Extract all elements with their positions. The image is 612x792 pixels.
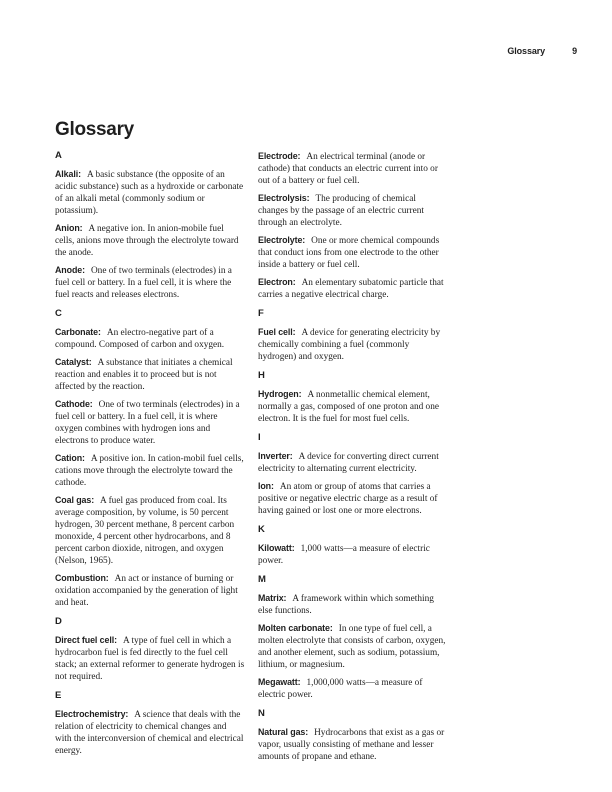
entry-definition: Hydrocarbons that exist as a gas or vapor, usually consisting of methane and lesser amounts of propane and ethane. xyxy=(258,728,445,762)
entry-definition: One or more chemical compounds that conduct ions from one electrode to the other inside a battery or fuel cell. xyxy=(258,236,440,270)
entry-term: Catalyst: xyxy=(55,357,92,367)
section-letter: K xyxy=(258,524,265,535)
entry-term: Anode: xyxy=(55,265,85,275)
entry-term: Hydrogen: xyxy=(258,389,302,399)
entry-term: Electron: xyxy=(258,277,296,287)
glossary-entry xyxy=(55,494,245,567)
entry-term: Carbonate: xyxy=(55,327,101,337)
section-letter: C xyxy=(55,308,62,319)
entry-term: Kilowatt: xyxy=(258,543,295,553)
entry-term: Alkali: xyxy=(55,169,81,179)
section-letter: H xyxy=(258,370,265,381)
entry-definition: A science that deals with the relation of electricity to chemical changes and with the interconversion of chemical and electrical energy. xyxy=(55,710,244,756)
glossary-section xyxy=(258,370,448,425)
glossary-entry xyxy=(258,622,448,671)
entry-definition: A type of fuel cell in which a hydrocarbon fuel is fed directly to the fuel cell stack; an external reformer to generate hydrogen is not required. xyxy=(55,636,245,682)
section-letter: A xyxy=(55,150,62,161)
glossary-column-right xyxy=(258,150,448,768)
entry-definition: A fuel gas produced from coal. Its average composition, by volume, is 50 percent hydrogen, 30 percent methane, 8 percent carbon monoxide, 4 percent other hydrocarbons, and 8 percent carbon dioxide, nitrogen, and oxygen (Nelson, 1965). xyxy=(55,496,235,566)
entry-definition: A positive ion. In cation-mobil fuel cells, cations move through the electrolyte toward the cathode. xyxy=(55,454,244,488)
entry-definition: An electro-negative part of a compound. Composed of carbon and oxygen. xyxy=(55,328,225,350)
glossary-section xyxy=(258,708,448,763)
page-title: Glossary xyxy=(55,118,134,140)
glossary-entry xyxy=(55,264,245,301)
entry-definition: A nonmetallic chemical element, normally a gas, composed of one proton and one electron. It is the fuel for most fuel cells. xyxy=(258,390,439,424)
glossary-section xyxy=(55,150,245,301)
glossary-section xyxy=(258,432,448,517)
entry-term: Inverter: xyxy=(258,451,293,461)
entry-definition: An atom or group of atoms that carries a positive or negative electric charge as a result of having gained or lost one or more electrons. xyxy=(258,482,438,516)
entry-definition: 1,000,000 watts—a measure of electric power. xyxy=(258,678,423,700)
section-letter: M xyxy=(258,574,266,585)
entry-term: Ion: xyxy=(258,481,274,491)
entry-term: Natural gas: xyxy=(258,727,309,737)
entry-definition: An act or instance of burning or oxidation accompanied by the generation of light and heat. xyxy=(55,574,238,608)
glossary-entry xyxy=(258,234,448,271)
glossary-entry xyxy=(258,676,448,701)
entry-term: Megawatt: xyxy=(258,677,301,687)
glossary-entry xyxy=(258,726,448,763)
glossary-entry xyxy=(55,452,245,489)
glossary-entry xyxy=(55,356,245,393)
entry-term: Cathode: xyxy=(55,399,93,409)
glossary-entry xyxy=(55,168,245,217)
glossary-entry xyxy=(258,150,448,187)
section-letter: I xyxy=(258,432,261,443)
entry-definition: The producing of chemical changes by the passage of an electric current through an electrolyte. xyxy=(258,194,424,228)
page-number: 9 xyxy=(572,46,577,56)
glossary-section xyxy=(55,308,245,609)
glossary-entry xyxy=(258,450,448,475)
glossary-entry xyxy=(258,276,448,301)
entry-definition: A substance that initiates a chemical reaction and enables it to proceed but is not affected by the reaction. xyxy=(55,358,233,392)
glossary-entry xyxy=(55,572,245,609)
glossary-entry xyxy=(258,542,448,567)
entry-term: Cation: xyxy=(55,453,85,463)
entry-term: Electrode: xyxy=(258,151,301,161)
entry-term: Combustion: xyxy=(55,573,109,583)
entry-definition: An electrical terminal (anode or cathode) that conducts an electric current into or out of a battery or fuel cell. xyxy=(258,152,438,186)
entry-definition: A device for converting direct current electricity to alternating current electricity. xyxy=(258,452,439,474)
glossary-entry xyxy=(258,388,448,425)
entry-term: Fuel cell: xyxy=(258,327,296,337)
glossary-entry xyxy=(55,634,245,683)
entry-term: Matrix: xyxy=(258,593,287,603)
section-letter: D xyxy=(55,616,62,627)
entry-definition: A basic substance (the opposite of an acidic substance) such as a hydroxide or carbonate of an alkali metal (commonly sodium or potassium). xyxy=(55,170,244,216)
glossary-section xyxy=(258,308,448,363)
glossary-columns xyxy=(55,150,448,768)
entry-definition: A negative ion. In anion-mobile fuel cells, anions move through the electrolyte toward the anode. xyxy=(55,224,239,258)
section-letter: N xyxy=(258,708,265,719)
entry-term: Anion: xyxy=(55,223,83,233)
entry-definition: In one type of fuel cell, a molten electrolyte that consists of carbon, oxygen, and another element, such as sodium, potassium, lithium, or magnesium. xyxy=(258,624,446,670)
entry-definition: One of two terminals (electrodes) in a fuel cell or battery. In a fuel cell, it is where oxygen combines with hydrogen ions and electrons to produce water. xyxy=(55,400,240,446)
glossary-entry xyxy=(55,708,245,757)
entry-term: Electrolyte: xyxy=(258,235,306,245)
entry-term: Coal gas: xyxy=(55,495,95,505)
glossary-entry xyxy=(55,222,245,259)
entry-definition: One of two terminals (electrodes) in a fuel cell or battery. In a fuel cell, it is where the fuel reacts and releases electrons. xyxy=(55,266,232,300)
entry-term: Direct fuel cell: xyxy=(55,635,117,645)
glossary-entry xyxy=(258,592,448,617)
glossary-section xyxy=(258,574,448,701)
entry-term: Electrochemistry: xyxy=(55,709,129,719)
glossary-entry xyxy=(258,326,448,363)
section-letter: F xyxy=(258,308,264,319)
glossary-entry xyxy=(258,192,448,229)
glossary-section xyxy=(55,616,245,683)
entry-term: Molten carbonate: xyxy=(258,623,333,633)
glossary-entry xyxy=(55,398,245,447)
glossary-section xyxy=(55,690,245,757)
entry-definition: An elementary subatomic particle that carries a negative electrical charge. xyxy=(258,278,444,300)
glossary-column-left xyxy=(55,150,245,768)
glossary-entry xyxy=(258,480,448,517)
page-header xyxy=(507,46,577,56)
entry-definition: A device for generating electricity by chemically combining a fuel (commonly hydrogen) and oxygen. xyxy=(258,328,441,362)
glossary-section xyxy=(258,524,448,567)
section-letter: E xyxy=(55,690,62,701)
entry-definition: A framework within which something else functions. xyxy=(258,594,434,616)
entry-term: Electrolysis: xyxy=(258,193,310,203)
running-head-section: Glossary xyxy=(507,46,546,56)
glossary-section xyxy=(258,150,448,301)
glossary-entry xyxy=(55,326,245,351)
entry-definition: 1,000 watts—a measure of electric power. xyxy=(258,544,430,566)
